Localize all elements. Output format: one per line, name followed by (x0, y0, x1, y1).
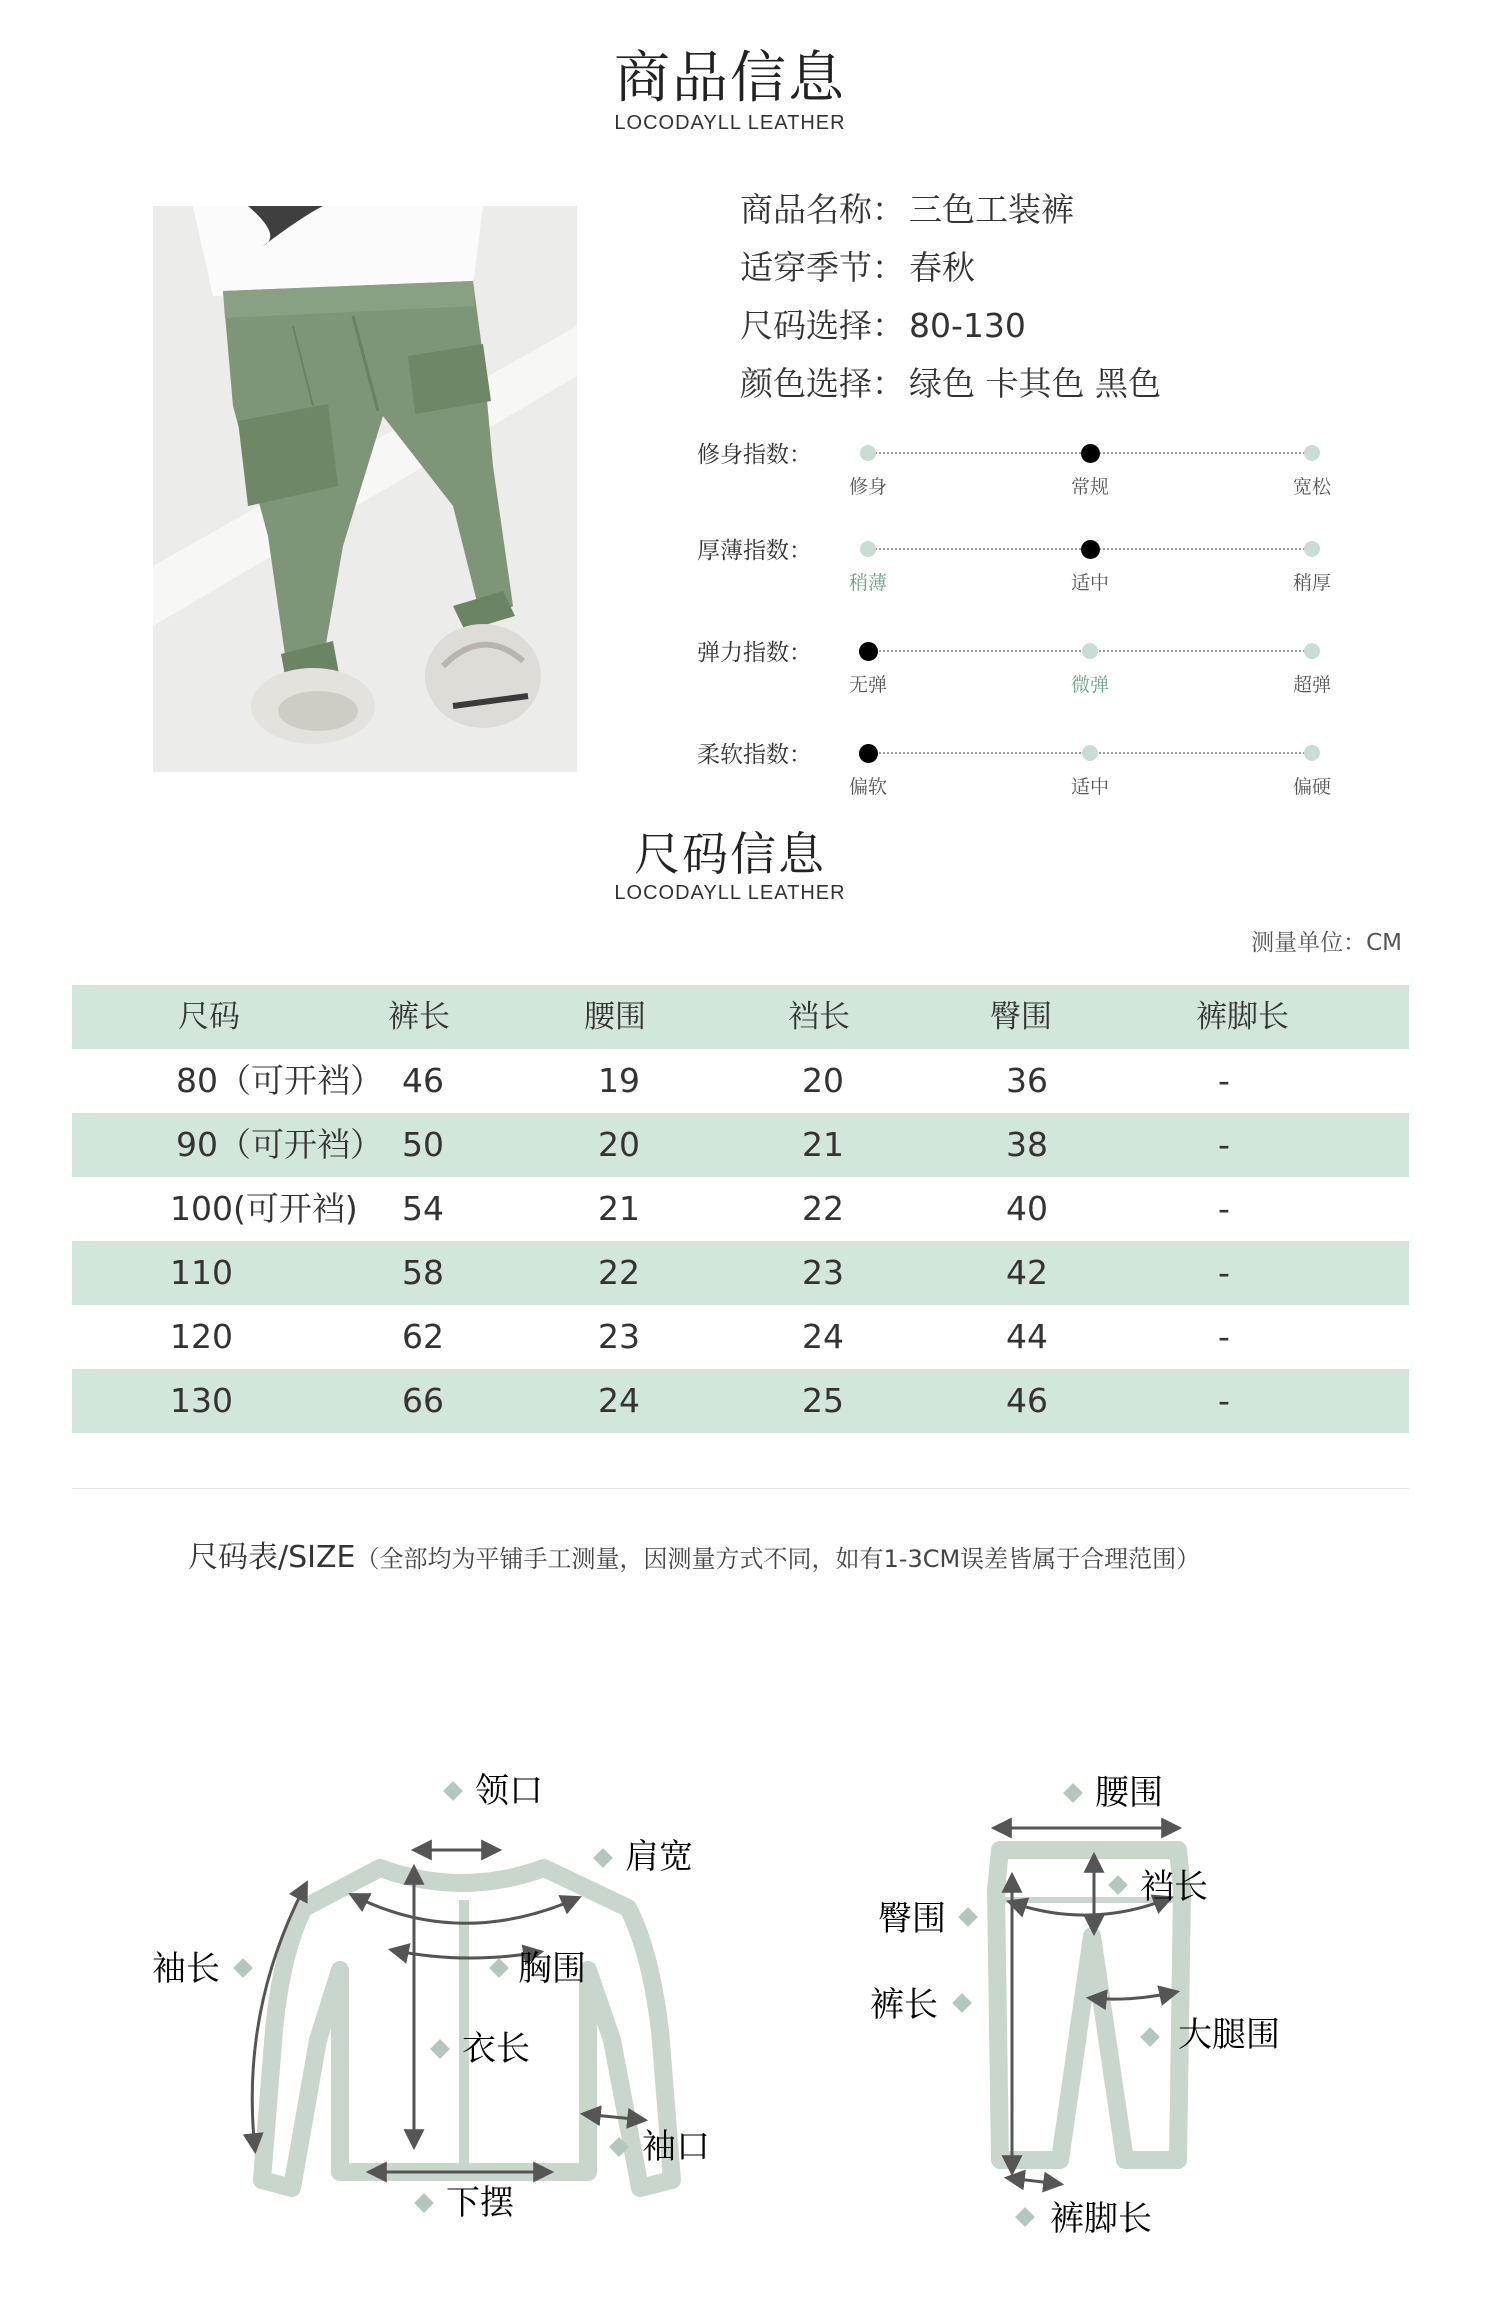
index-tick-label: 偏软 (848, 776, 887, 798)
table-cell: - (1218, 1125, 1230, 1164)
table-cell: 100(可开裆) (170, 1189, 358, 1228)
index-dot (1304, 643, 1320, 659)
index-tick-label: 稍薄 (848, 572, 887, 594)
index-tick-label: 宽松 (1292, 476, 1331, 498)
table-cell: 23 (598, 1317, 640, 1356)
table-cell: 46 (1006, 1381, 1048, 1420)
page-title: 商品信息 (614, 46, 846, 111)
table-cell: 90（可开裆） (176, 1125, 383, 1164)
info-row-name (740, 184, 1074, 231)
index-tick-label: 偏硬 (1292, 776, 1331, 798)
unit-label: 测量单位：CM (1251, 930, 1402, 956)
index-tick-label: 无弹 (848, 674, 887, 696)
index-tick-label: 修身 (848, 476, 887, 498)
table-cell: 19 (598, 1061, 640, 1100)
label-hem: 下摆 (446, 2183, 514, 2223)
info-label: 适穿季节： (740, 248, 905, 287)
table-cell: 38 (1006, 1125, 1048, 1164)
label-hip: 臀围 (878, 1899, 946, 1939)
label-waist: 腰围 (1095, 1773, 1163, 1813)
index-tick-label: 适中 (1070, 776, 1109, 798)
table-cell: - (1218, 1061, 1230, 1100)
measurement-diagrams (0, 1740, 1500, 2300)
info-value: 春秋 (909, 248, 975, 287)
table-cell: 44 (1006, 1317, 1048, 1356)
size-table (72, 985, 1409, 1433)
table-cell: - (1218, 1253, 1230, 1292)
table-cell: 36 (1006, 1061, 1048, 1100)
index-dot (1304, 745, 1320, 761)
table-header-cell: 裤脚长 (1196, 999, 1289, 1035)
table-cell: 62 (402, 1317, 444, 1356)
label-rise: 裆长 (1140, 1867, 1208, 1907)
table-cell: 40 (1006, 1189, 1048, 1228)
size-note-main: 尺码表/SIZE (188, 1540, 356, 1575)
label-cuff: 袖口 (642, 2127, 710, 2167)
info-value: 绿色 卡其色 黑色 (909, 364, 1161, 403)
index-tick-label: 常规 (1070, 476, 1109, 498)
label-length: 衣长 (462, 2029, 530, 2069)
size-section-subtitle: LOCODAYLL LEATHER (614, 882, 846, 904)
index-label: 修身指数： (697, 442, 812, 468)
table-header-cell: 裤长 (388, 999, 450, 1035)
label-shoulder: 肩宽 (625, 1837, 693, 1877)
table-cell: 22 (802, 1189, 844, 1228)
info-label: 尺码选择： (740, 306, 905, 345)
index-dot-selected (859, 642, 878, 661)
info-label: 颜色选择： (740, 364, 905, 403)
index-tick-label: 微弹 (1070, 674, 1109, 696)
info-value: 三色工装裤 (909, 190, 1074, 229)
table-cell: - (1218, 1189, 1230, 1228)
table-cell: 80（可开裆） (176, 1061, 383, 1100)
table-cell: 24 (598, 1381, 640, 1420)
index-tick-label: 超弹 (1292, 674, 1331, 696)
table-cell: 66 (402, 1381, 444, 1420)
info-value: 80-130 (909, 306, 1026, 345)
info-row-color (740, 358, 1161, 405)
index-dot-selected (1081, 540, 1100, 559)
table-cell: 24 (802, 1317, 844, 1356)
label-collar: 领口 (475, 1771, 543, 1811)
table-row (72, 1049, 1409, 1113)
table-header-cell: 裆长 (788, 999, 850, 1035)
table-cell: 21 (598, 1189, 640, 1228)
table-row (72, 1241, 1409, 1305)
table-cell: 46 (402, 1061, 444, 1100)
table-header-cell: 尺码 (178, 999, 240, 1035)
label-pants-length: 裤长 (870, 1985, 938, 2025)
product-photo (153, 206, 577, 772)
index-dot (1082, 745, 1098, 761)
index-dot (1082, 643, 1098, 659)
index-label: 柔软指数： (697, 742, 812, 768)
info-row-size (740, 300, 1026, 347)
table-row (72, 1113, 1409, 1177)
label-chest: 胸围 (518, 1949, 586, 1989)
table-cell: 130 (170, 1381, 233, 1420)
table-cell: - (1218, 1381, 1230, 1420)
index-tick-label: 稍厚 (1292, 572, 1331, 594)
table-cell: 20 (598, 1125, 640, 1164)
index-label: 厚薄指数： (697, 538, 812, 564)
index-dot-selected (859, 744, 878, 763)
table-header-cell: 腰围 (584, 999, 646, 1035)
label-leg-opening: 裤脚长 (1050, 2199, 1152, 2239)
size-section-title: 尺码信息 (634, 827, 826, 881)
index-dot (1304, 541, 1320, 557)
top-garment-diagram (152, 1771, 710, 2223)
page-subtitle: LOCODAYLL LEATHER (614, 112, 846, 134)
table-cell: 23 (802, 1253, 844, 1292)
table-cell: 42 (1006, 1253, 1048, 1292)
table-cell: - (1218, 1317, 1230, 1356)
label-sleeve: 袖长 (152, 1949, 220, 1989)
info-label: 商品名称： (740, 190, 905, 229)
table-cell: 22 (598, 1253, 640, 1292)
table-cell: 54 (402, 1189, 444, 1228)
index-dot (860, 445, 876, 461)
size-note (188, 1532, 1200, 1576)
table-cell: 120 (170, 1317, 233, 1356)
index-label: 弹力指数： (697, 640, 812, 666)
info-row-season (740, 242, 975, 289)
index-tick-label: 适中 (1070, 572, 1109, 594)
index-dot (860, 541, 876, 557)
table-cell: 50 (402, 1125, 444, 1164)
table-cell: 110 (170, 1253, 233, 1292)
table-cell: 25 (802, 1381, 844, 1420)
label-thigh: 大腿围 (1178, 2015, 1280, 2055)
table-cell: 58 (402, 1253, 444, 1292)
table-header-row (72, 985, 1409, 1049)
index-dot-selected (1081, 444, 1100, 463)
size-note-detail: （全部均为平铺手工测量，因测量方式不同，如有1-3CM误差皆属于合理范围） (355, 1545, 1201, 1573)
pants-diagram (870, 1773, 1280, 2239)
divider (72, 1488, 1409, 1489)
table-cell: 20 (802, 1061, 844, 1100)
table-header-cell: 臀围 (990, 999, 1052, 1035)
index-dot (1304, 445, 1320, 461)
table-row (72, 1305, 1409, 1369)
table-cell: 21 (802, 1125, 844, 1164)
table-row (72, 1369, 1409, 1433)
table-row (72, 1177, 1409, 1241)
